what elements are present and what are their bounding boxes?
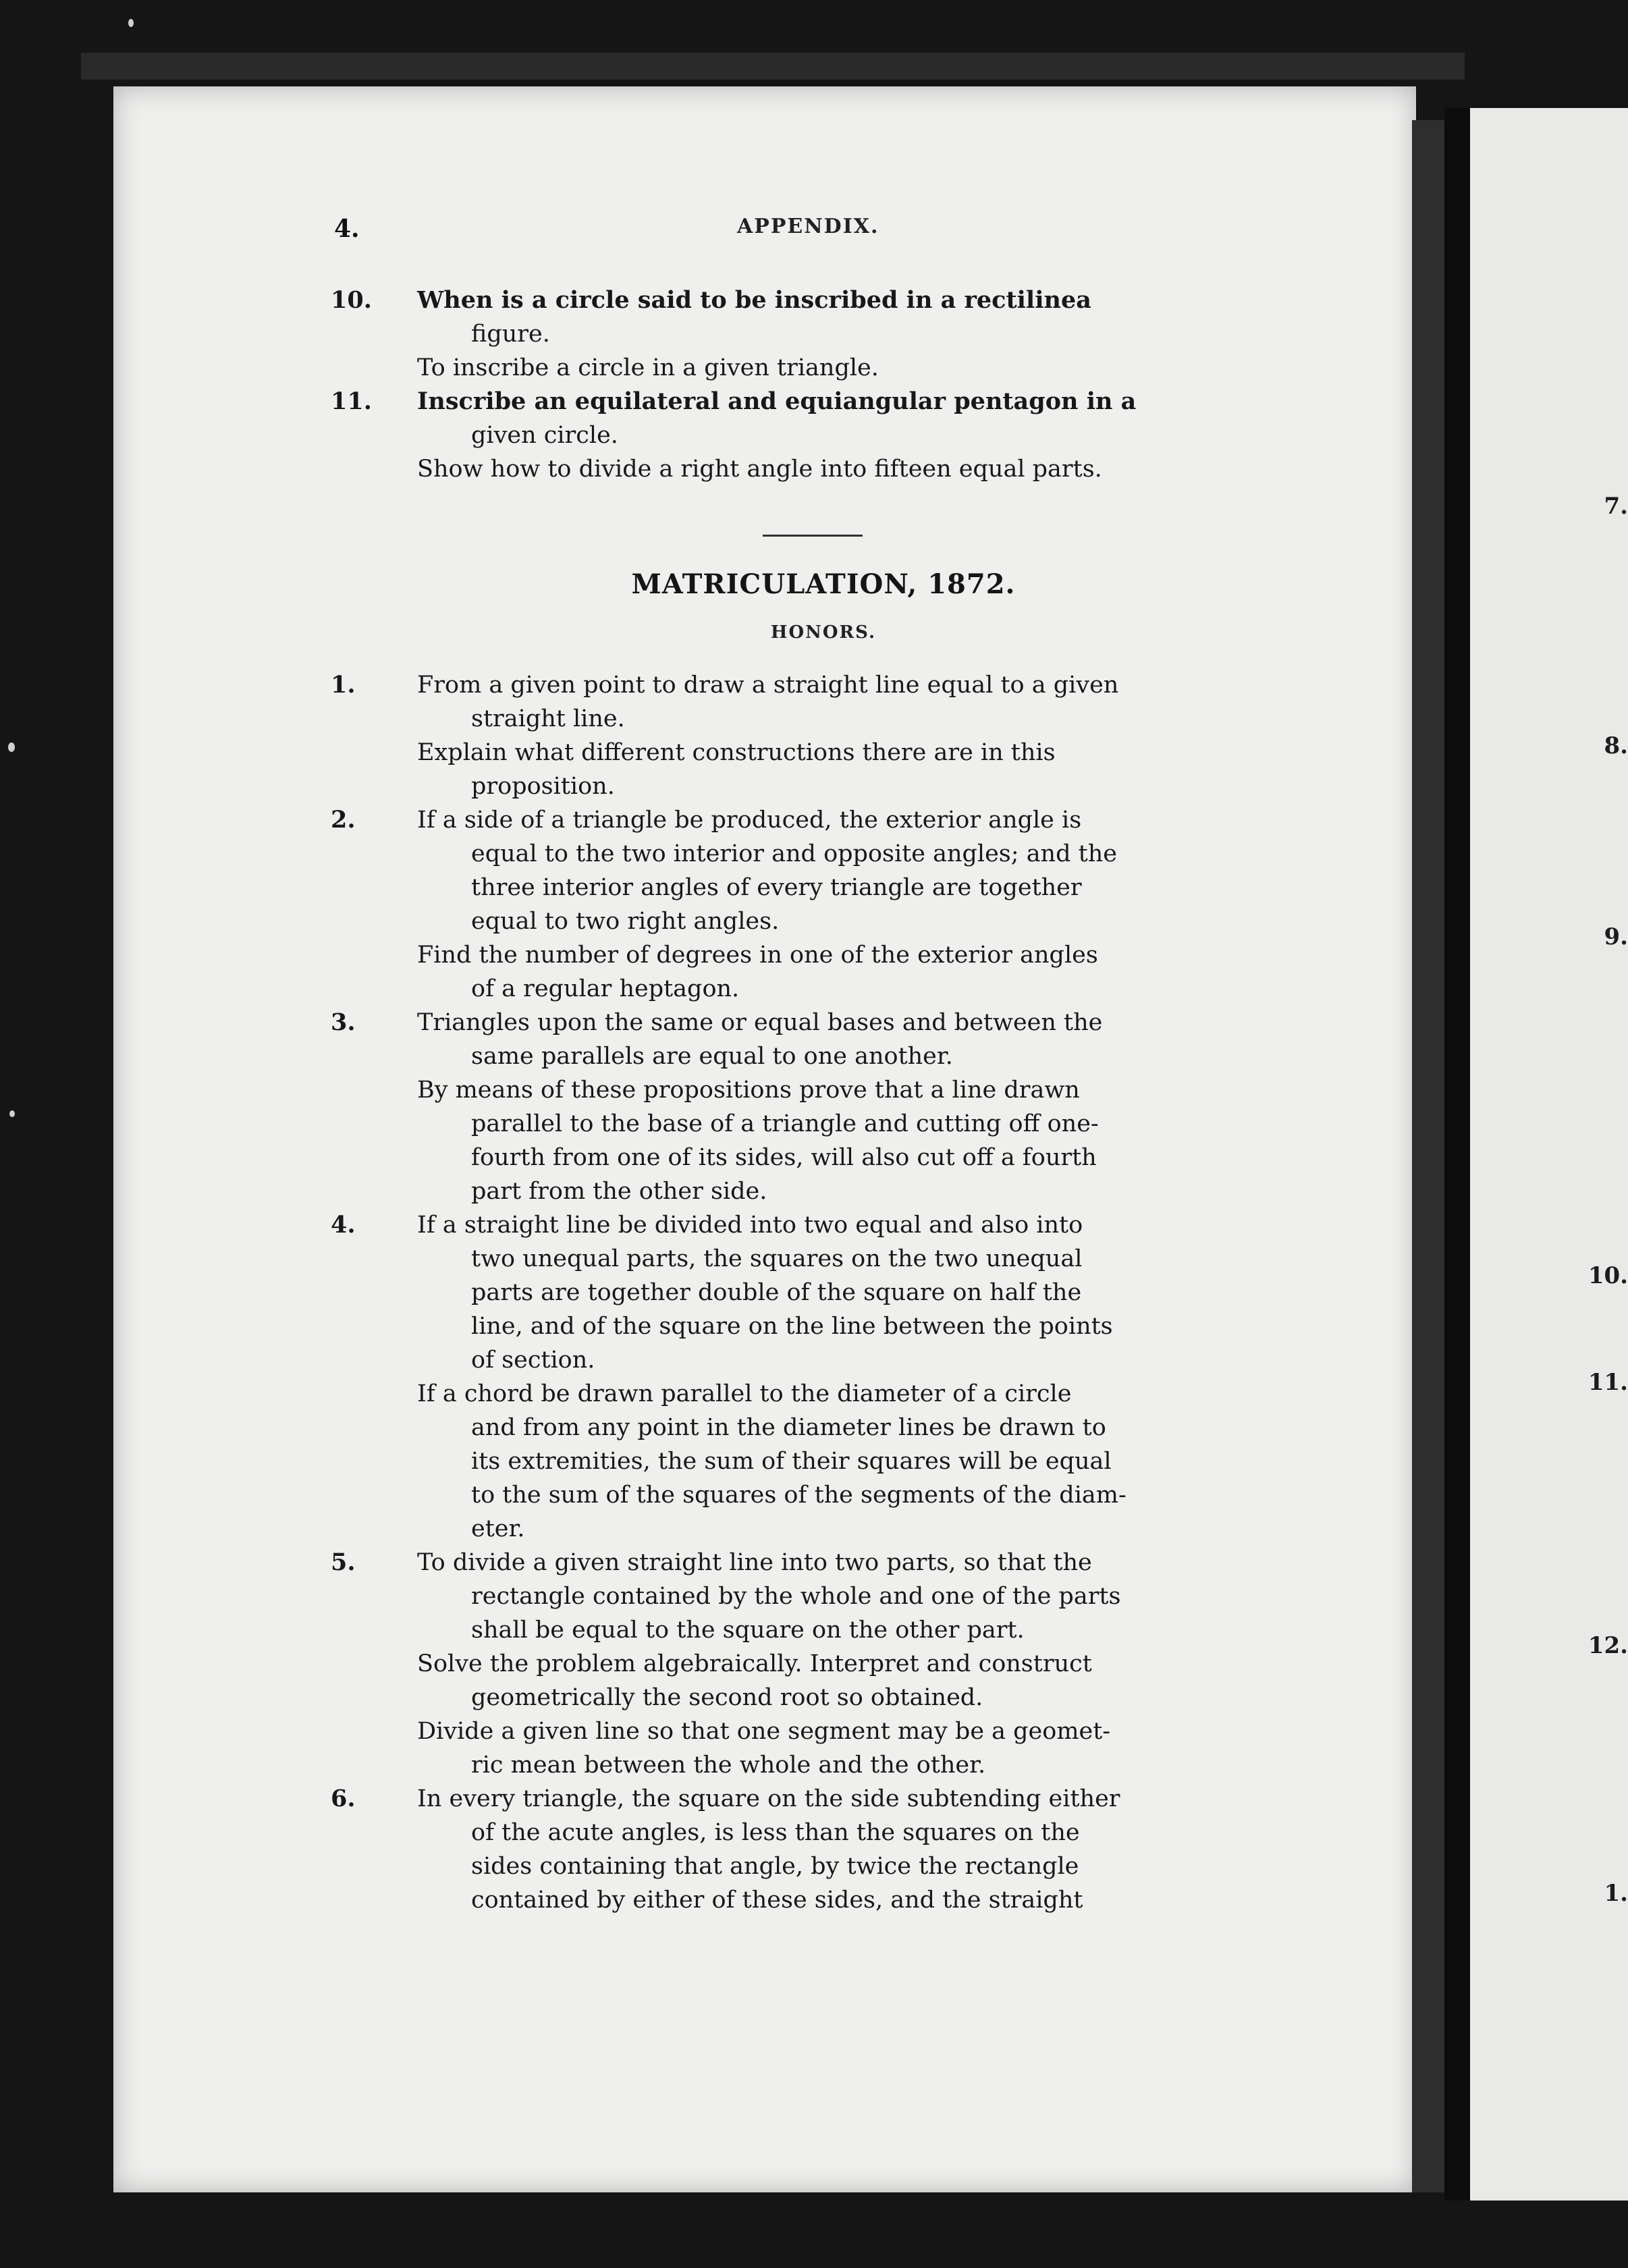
question: [331, 284, 1316, 385]
section-divider: [763, 535, 863, 537]
page-folio: 4.: [334, 215, 360, 243]
question-line: Triangles upon the same or equal bases and between the: [417, 1009, 1103, 1036]
right-page-number: 9.: [1604, 923, 1628, 950]
sub-question-line: geometrically the second root so obtained.: [471, 1684, 983, 1711]
question: [331, 668, 1316, 803]
page-shadow: [1412, 120, 1444, 2192]
question-number: 6.: [331, 1785, 356, 1812]
right-page-number: 10.: [1588, 1262, 1628, 1289]
question-line: When is a circle said to be inscribed in a rectilinea: [417, 286, 1091, 314]
sub-question-line: eter.: [471, 1515, 525, 1542]
question-line: equal to the two interior and opposite angles; and the: [471, 840, 1117, 867]
question-number: 1.: [331, 671, 356, 699]
question-line: equal to two right angles.: [471, 908, 780, 935]
sub-question-line: Explain what different constructions there are in this: [417, 739, 1056, 766]
sub-question-line: Find the number of degrees in one of the exterior angles: [417, 942, 1098, 969]
sub-question-line: Solve the problem algebraically. Interpret and construct: [417, 1650, 1092, 1677]
question-line: parts are together double of the square on half the: [471, 1279, 1082, 1306]
sub-question-line: Show how to divide a right angle into fifteen equal parts.: [417, 456, 1102, 483]
running-head: APPENDIX.: [737, 215, 879, 238]
question: [331, 385, 1316, 486]
sub-question-line: By means of these propositions prove that a line drawn: [417, 1077, 1080, 1104]
right-page-number: 12.: [1588, 1632, 1628, 1659]
question: [331, 1546, 1316, 1782]
question-line: rectangle contained by the whole and one of the parts: [471, 1583, 1121, 1610]
scan-speck: [9, 1110, 15, 1117]
sub-question-line: to the sum of the squares of the segments of the diam-: [471, 1482, 1127, 1509]
page-header: [334, 215, 1293, 243]
question-line: If a straight line be divided into two equal and also into: [417, 1212, 1083, 1239]
question-number: 10.: [331, 286, 372, 314]
right-page: [1470, 108, 1628, 2200]
question-line: three interior angles of every triangle are together: [471, 874, 1082, 901]
right-page-number: 7.: [1604, 493, 1628, 520]
scan-speck: [8, 742, 15, 752]
sub-question-line: ric mean between the whole and the other.: [471, 1752, 986, 1779]
question-line: of the acute angles, is less than the squares on the: [471, 1819, 1080, 1846]
right-page-number: 11.: [1588, 1369, 1628, 1396]
question: [331, 803, 1316, 1006]
sub-question-line: fourth from one of its sides, will also cut off a fourth: [471, 1144, 1097, 1171]
question-line: of section.: [471, 1347, 595, 1374]
question: [331, 1006, 1316, 1208]
question: [331, 1208, 1316, 1546]
question-line: To divide a given straight line into two parts, so that the: [417, 1549, 1092, 1576]
section-subtitle: HONORS.: [770, 622, 877, 643]
sub-question-line: part from the other side.: [471, 1178, 767, 1205]
honors-questions: [331, 668, 1316, 1917]
question-line: two unequal parts, the squares on the two unequal: [471, 1245, 1083, 1272]
question-line: same parallels are equal to one another.: [471, 1043, 953, 1070]
question-line: given circle.: [471, 422, 618, 449]
question-line: line, and of the square on the line between the points: [471, 1313, 1113, 1340]
question: [331, 1782, 1316, 1917]
question-number: 2.: [331, 806, 356, 834]
sub-question-line: its extremities, the sum of their squares will be equal: [471, 1448, 1112, 1475]
top-questions: [331, 284, 1316, 486]
question-number: 3.: [331, 1008, 356, 1036]
question-line: shall be equal to the square on the other part.: [471, 1617, 1025, 1644]
question-number: 11.: [331, 387, 372, 415]
question-line: figure.: [471, 321, 550, 348]
question-number: 5.: [331, 1548, 356, 1576]
question-line: Inscribe an equilateral and equiangular pentagon in a: [417, 387, 1137, 415]
section-title: MATRICULATION, 1872.: [631, 568, 1016, 600]
question-number: 4.: [331, 1211, 356, 1239]
question-line: sides containing that angle, by twice the rectangle: [471, 1853, 1079, 1880]
sub-question-line: proposition.: [471, 773, 615, 800]
question-line: In every triangle, the square on the side subtending either: [417, 1785, 1120, 1812]
sub-question-line: To inscribe a circle in a given triangle.: [417, 354, 879, 381]
question-line: From a given point to draw a straight line equal to a given: [417, 672, 1119, 699]
sub-question-line: If a chord be drawn parallel to the diameter of a circle: [417, 1380, 1072, 1407]
question-line: straight line.: [471, 705, 625, 732]
film-edge: [81, 53, 1465, 80]
question-line: contained by either of these sides, and the straight: [471, 1887, 1083, 1914]
scan-speck: [128, 19, 134, 27]
book-gutter: [1444, 108, 1470, 2200]
right-page-number: 8.: [1604, 732, 1628, 759]
sub-question-line: parallel to the base of a triangle and cutting off one-: [471, 1110, 1099, 1137]
sub-question-line: and from any point in the diameter lines be drawn to: [471, 1414, 1106, 1441]
sub-question-line: of a regular heptagon.: [471, 975, 740, 1002]
question-line: If a side of a triangle be produced, the exterior angle is: [417, 807, 1082, 834]
right-page-number: 1.: [1604, 1880, 1628, 1907]
sub-question-line: Divide a given line so that one segment may be a geomet-: [417, 1718, 1111, 1745]
